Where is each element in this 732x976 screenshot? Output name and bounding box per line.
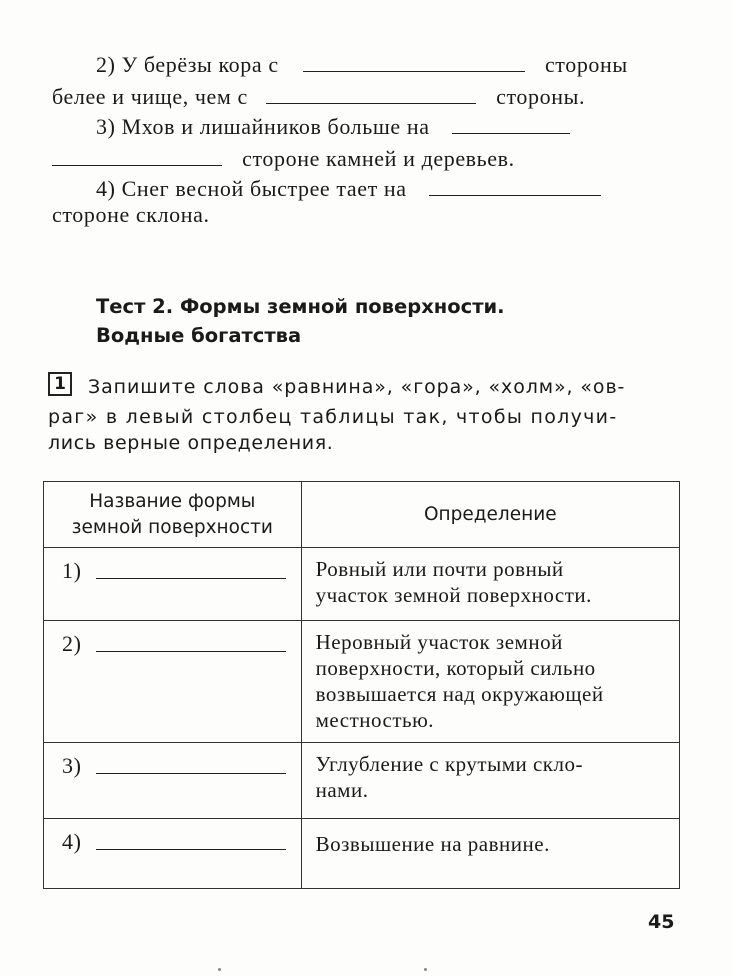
answer-blank[interactable] <box>96 651 286 652</box>
answer-blank[interactable] <box>452 119 570 134</box>
exercise-line <box>96 176 601 202</box>
task-text-line: лись верные определения. <box>48 432 334 454</box>
landforms-table <box>43 481 680 889</box>
exercise-text: стороне камней и деревьев. <box>242 146 515 171</box>
exercise-line <box>96 52 628 78</box>
header-text: земной поверхности <box>71 516 273 538</box>
answer-blank[interactable] <box>96 773 286 774</box>
exercise-text: стороне склона. <box>52 202 210 227</box>
definition-cell <box>301 548 679 621</box>
definition-line: нами. <box>315 778 369 802</box>
definition-line: Ровный или почти ровный <box>315 557 564 581</box>
definition-line: Неровный участок земной <box>315 630 563 654</box>
answer-cell[interactable] <box>44 548 302 621</box>
exercise-text: стороны. <box>496 84 586 109</box>
task-text-line: раг» в левый столбец таблицы так, чтобы получи- <box>48 406 618 428</box>
test-title-line: Тест 2. Формы земной поверхности. <box>96 295 505 318</box>
row-number: 4) <box>62 829 82 854</box>
exercise-text: 2) У берёзы кора с <box>96 52 279 77</box>
answer-cell[interactable] <box>44 743 302 819</box>
exercise-text: 4) Снег весной быстрее тает на <box>96 176 407 201</box>
exercise-line <box>96 114 570 140</box>
definition-line: местностью. <box>315 708 435 732</box>
test-title-line: Водные богатства <box>96 324 302 347</box>
exercise-line <box>52 202 210 228</box>
table-row <box>44 621 680 743</box>
header-definition: Определение <box>301 482 679 548</box>
answer-blank[interactable] <box>266 89 476 104</box>
scan-speck <box>218 968 221 971</box>
answer-blank[interactable] <box>303 57 525 72</box>
exercise-line <box>52 84 585 110</box>
table-header-row <box>44 482 680 548</box>
exercise-text: стороны <box>544 52 628 77</box>
definition-cell <box>301 819 679 889</box>
answer-blank[interactable] <box>429 181 601 196</box>
answer-blank[interactable] <box>96 849 286 850</box>
definition-line: поверхности, который сильно <box>315 656 596 680</box>
answer-cell[interactable] <box>44 621 302 743</box>
definition-line: возвышается над окружающей <box>315 682 604 706</box>
answer-blank[interactable] <box>52 151 222 166</box>
table-row <box>44 548 680 621</box>
header-landform-name <box>44 482 302 548</box>
exercise-text: 3) Мхов и лишайников больше на <box>96 114 430 139</box>
table-row <box>44 743 680 819</box>
row-number: 3) <box>62 753 82 778</box>
row-number: 1) <box>62 558 82 583</box>
answer-cell[interactable] <box>44 819 302 889</box>
test-title <box>96 292 505 350</box>
exercise-text: белее и чище, чем с <box>52 84 248 109</box>
definition-line: участок земной поверхности. <box>315 583 592 607</box>
definition-line: Возвышение на равнине. <box>315 832 550 856</box>
task-text-line: Запишите слова «равнина», «гора», «холм», «ов- <box>88 376 626 398</box>
definition-cell <box>301 743 679 819</box>
definition-cell <box>301 621 679 743</box>
exercise-line <box>52 146 515 172</box>
scan-speck <box>424 968 427 971</box>
page-number: 45 <box>648 911 675 933</box>
row-number: 2) <box>62 631 82 656</box>
table-row <box>44 819 680 889</box>
answer-blank[interactable] <box>96 578 286 579</box>
task-number-box: 1 <box>48 372 72 396</box>
header-text: Название формы <box>89 490 256 512</box>
definition-line: Углубление с крутыми скло- <box>315 752 583 776</box>
